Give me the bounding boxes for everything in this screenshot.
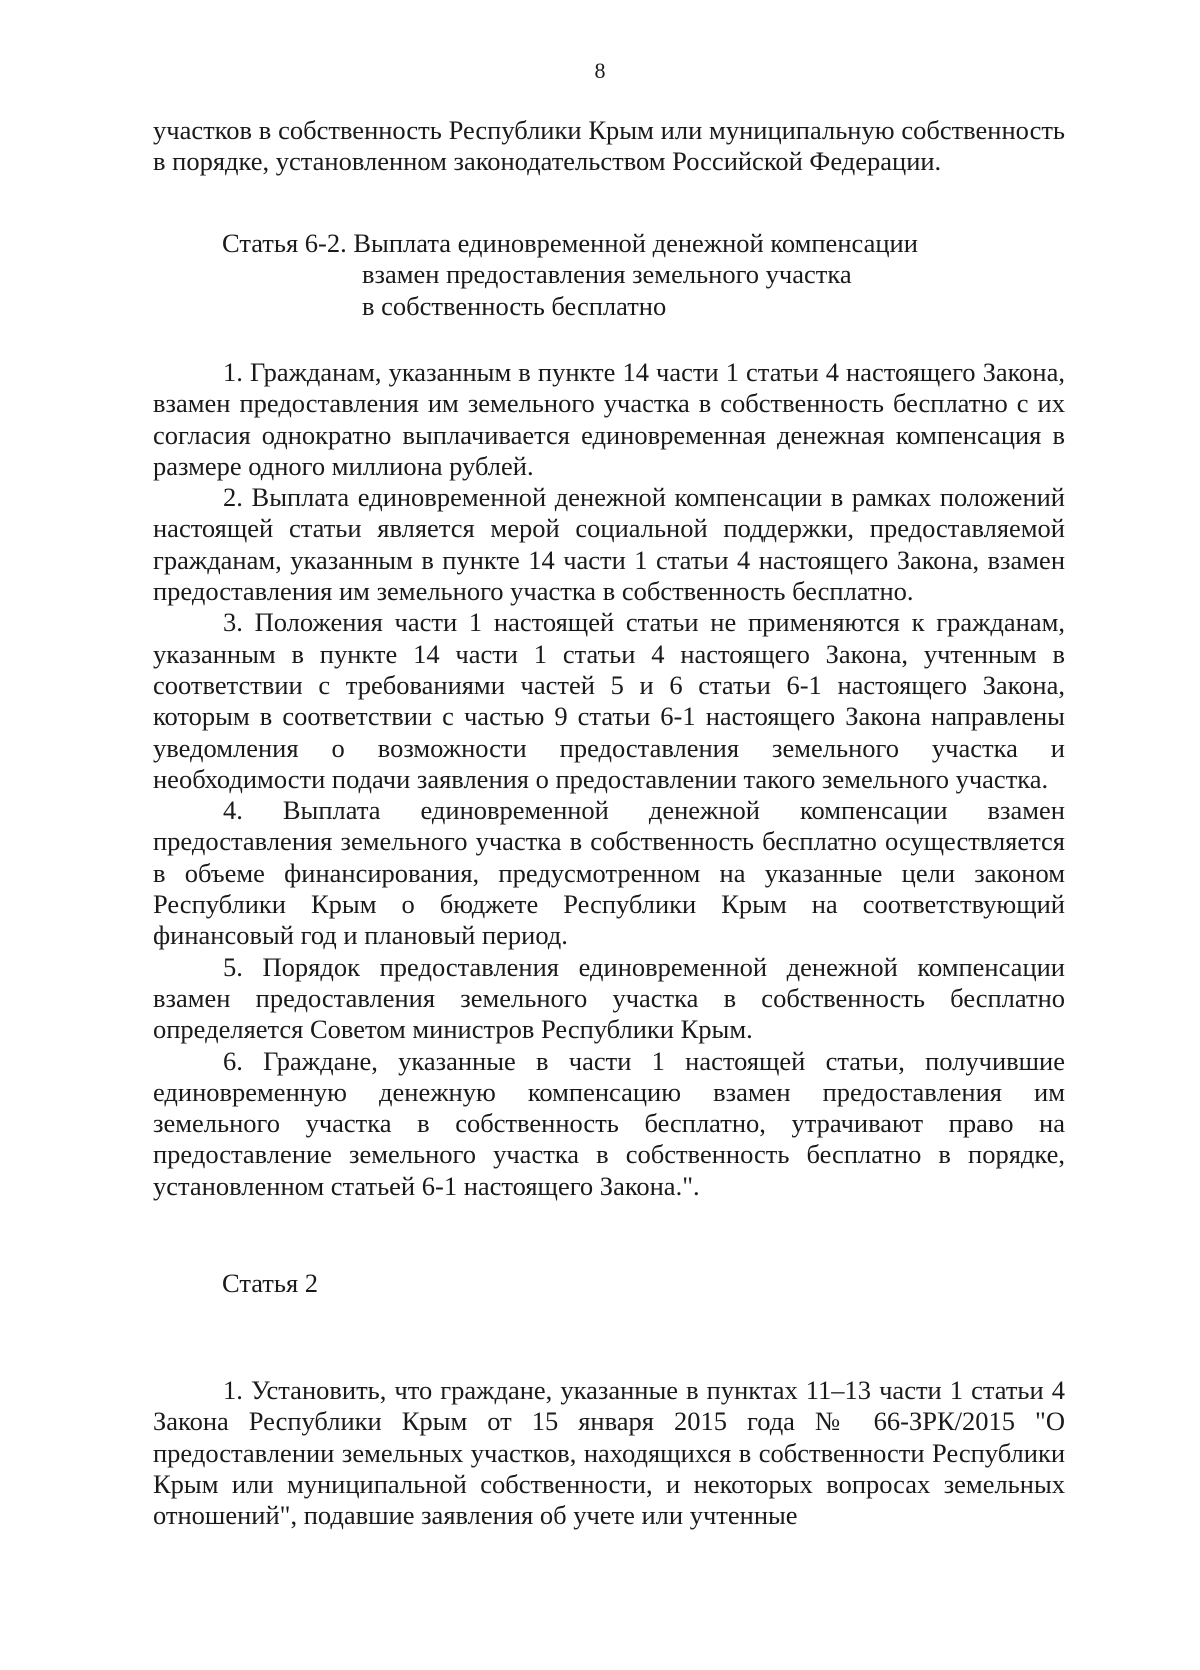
article-6-2-heading xyxy=(222,228,1042,322)
article-2-body xyxy=(153,1375,1065,1531)
page-number: 8 xyxy=(594,58,606,83)
article-6-2-title-line3: в собственность бесплатно xyxy=(362,290,667,321)
article-6-2-paragraph-6: 6. Граждане, указанные в части 1 настоящей статьи, получившие единовременную денежную компенсацию взамен предоставления им земельного участка в собственность бесплатно, утрачивают право на предоставление земельного участка в собственность бесплатно в порядке, установленном статьей 6-1 настоящего Закона.". xyxy=(153,1045,1065,1201)
intro-block xyxy=(153,115,1065,178)
article-6-2-title-line1: Статья 6-2. Выплата единовременной денежной компенсации xyxy=(222,228,918,258)
article-6-2-paragraph-1: 1. Гражданам, указанным в пункте 14 части 1 статьи 4 настоящего Закона, взамен предоставления им земельного участка в собственность бесплатно с их согласия однократно выплачивается единовременная денежная компенсация в размере одного миллиона рублей. xyxy=(153,357,1065,481)
article-6-2-paragraph-4: 4. Выплата единовременной денежной компенсации взамен предоставления земельного участка в собственность бесплатно осуществляется в объеме финансирования, предусмотренном на указанные цели законом Республики Крым о бюджете Республики Крым на соответствующий финансовый год и плановый период. xyxy=(153,795,1065,951)
article-6-2-paragraph-2: 2. Выплата единовременной денежной компенсации в рамках положений настоящей статьи является мерой социальной поддержки, предоставляемой гражданам, указанным в пункте 14 части 1 статьи 4 настоящего Закона, взамен предоставления им земельного участка в собственность бесплатно. xyxy=(153,482,1065,607)
article-2-paragraph-1: 1. Установить, что граждане, указанные в пунктах 11–13 части 1 статьи 4 Закона Республики Крым от 15 января 2015 года № 66-ЗРК/2015 "О предоставлении земельных участков, находящихся в собственности Республики Крым или муниципальной собственности, и некоторых вопросах земельных отношений", подавшие заявления об учете или учтенные xyxy=(153,1375,1065,1531)
article-2-heading: Статья 2 xyxy=(222,1268,319,1298)
article-6-2-paragraph-3: 3. Положения части 1 настоящей статьи не применяются к гражданам, указанным в пункте 14 части 1 статьи 4 настоящего Закона, учтенным в соответствии с требованиями частей 5 и 6 статьи 6-1 настоящего Закона, которым в соответствии с частью 9 статьи 6-1 настоящего Закона направлены уведомления о возможности предоставления земельного участка и необходимости подачи заявления о предоставлении такого земельного участка. xyxy=(153,607,1065,794)
article-6-2-paragraph-5: 5. Порядок предоставления единовременной денежной компенсации взамен предоставления земельного участка в собственность бесплатно определяется Советом министров Республики Крым. xyxy=(153,951,1065,1045)
article-6-2-body xyxy=(153,357,1065,1202)
article-6-2-title-line2: взамен предоставления земельного участка xyxy=(362,259,852,290)
intro-paragraph: участков в собственность Республики Крым или муниципальную собственность в порядке, установленном законодательством Российской Федерации. xyxy=(153,115,1065,177)
